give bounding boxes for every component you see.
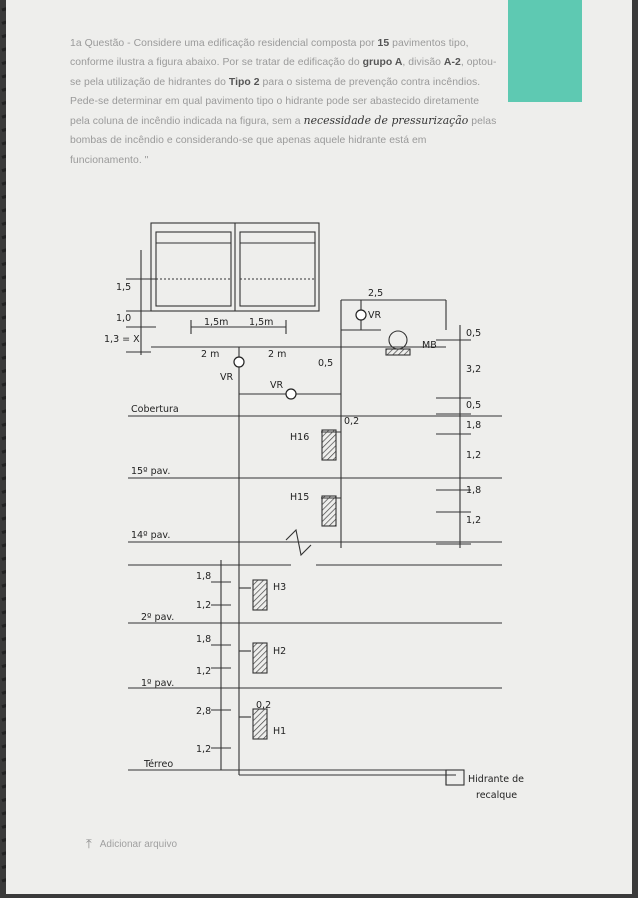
recalque-box — [446, 770, 464, 785]
hydrant-box-h1 — [253, 709, 267, 739]
hydrant-system-diagram — [6, 0, 632, 894]
add-file-label: Adicionar arquivo — [99, 838, 178, 850]
dim-lower-5: 1,2 — [196, 666, 212, 677]
pipe-dim-1: 2 m — [201, 349, 220, 360]
dim-lower-2: 1,8 — [196, 571, 212, 582]
valve-vr-main — [234, 357, 244, 367]
add-file-link[interactable] — [86, 836, 177, 852]
dim-right-1: 0,5 — [466, 328, 482, 339]
upload-icon: ⤒ — [86, 836, 92, 851]
valve-label-3: VR — [368, 310, 382, 321]
question-part5: para o sistema de prevenção contra incêndios. Pede-se determinar em qual pavimento tipo o hidrante pode ser abastecido diretamente pela coluna de incêndio indicada na figura, sem a — [70, 76, 481, 128]
dim-right-2: 3,2 — [466, 364, 482, 375]
question-divisao: A-2 — [443, 57, 461, 69]
dim-lower-1: 0,2 — [344, 416, 360, 427]
question-handwritten-note: necessidade de pressurização — [303, 114, 469, 128]
level-cobertura: Cobertura — [131, 404, 179, 415]
question-grupo: grupo A — [362, 57, 403, 69]
hydrant-label-h1: H1 — [273, 726, 287, 737]
recalque-label-2: recalque — [476, 790, 518, 801]
dim-right-6: 1,8 — [466, 485, 482, 496]
dim-right-3: 0,5 — [466, 400, 482, 411]
dim-lower-3: 1,2 — [196, 600, 212, 611]
hydrant-box-h16 — [322, 430, 336, 460]
question-part4: , optou-se pela utilização de hidrantes do — [70, 57, 497, 88]
recalque-label-1: Hidrante de — [468, 774, 525, 785]
hydrant-label-h15: H15 — [290, 492, 310, 503]
pump-dim: 2,5 — [368, 288, 384, 299]
dim-left-2: 1,0 — [116, 313, 132, 324]
pump — [389, 331, 407, 349]
hydrant-box-h2 — [253, 643, 267, 673]
pump-label: MB — [422, 340, 437, 351]
dim-lower-6: 2,8 — [196, 706, 212, 717]
dim-lower-4: 1,8 — [196, 634, 212, 645]
question-tipo: Tipo 2 — [228, 76, 260, 88]
question-part3: , divisão — [402, 57, 444, 69]
pipe-dim-3: 0,5 — [318, 358, 334, 369]
notebook-page — [6, 0, 632, 894]
hydrant-box-h15 — [322, 496, 336, 526]
hydrant-label-h16: H16 — [290, 432, 310, 443]
question-part2: pavimentos tipo, conforme ilustra a figura abaixo. Por se tratar de edificação do — [70, 38, 469, 69]
dim-right-5: 1,2 — [466, 450, 482, 461]
dim-right-4: 1,8 — [466, 420, 482, 431]
reservoir-dim-2: 1,5m — [249, 317, 274, 328]
level-2: 2º pav. — [141, 612, 175, 623]
hydrant-label-h3: H3 — [273, 582, 287, 593]
level-15: 15º pav. — [131, 466, 171, 477]
hydrant-label-h2: H2 — [273, 646, 287, 657]
dim-left-1: 1,5 — [116, 282, 132, 293]
valve-vr-cobertura — [286, 389, 296, 399]
level-14: 14º pav. — [131, 530, 171, 541]
level-terreo: Térreo — [144, 759, 174, 770]
valve-label-1: VR — [220, 372, 234, 383]
valve-label-2: VR — [270, 380, 284, 391]
valve-vr-pump — [356, 310, 366, 320]
dim-lower-8: 1,2 — [196, 744, 212, 755]
reservoir-dim-1: 1,5m — [204, 317, 229, 328]
dim-lower-7: 0,2 — [256, 700, 272, 711]
pipe-dim-2: 2 m — [268, 349, 287, 360]
dim-left-3: 1,3 = X — [104, 334, 140, 345]
dim-right-7: 1,2 — [466, 515, 482, 526]
hydrant-box-h3 — [253, 580, 267, 610]
question-part1: 1a Questão - Considere uma edificação residencial composta por — [70, 38, 378, 49]
level-1: 1º pav. — [141, 678, 175, 689]
question-pav-count: 15 — [377, 38, 390, 49]
question-part6: pelas bombas de incêndio e considerando-se que apenas aquele hidrante está em funcionamento. " — [70, 116, 497, 166]
